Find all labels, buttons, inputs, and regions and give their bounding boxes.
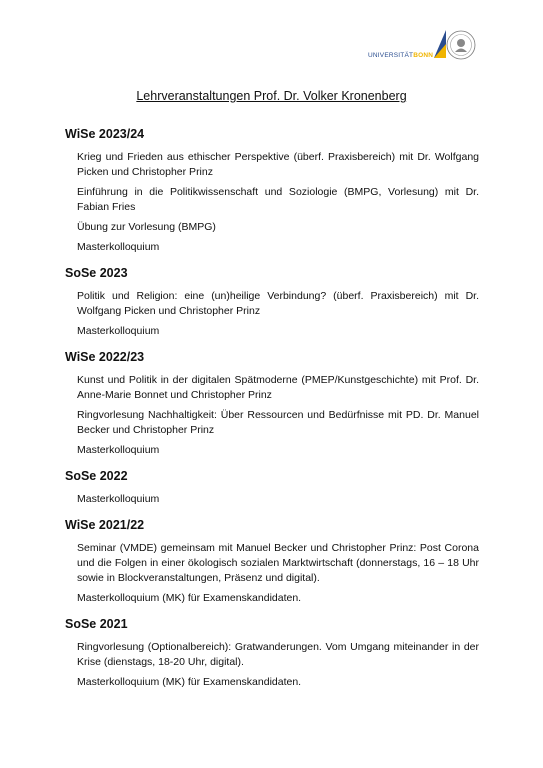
page-title: Lehrveranstaltungen Prof. Dr. Volker Kronenberg — [136, 89, 407, 103]
semester-section — [65, 266, 479, 339]
course-entry: Masterkolloquium — [77, 444, 160, 456]
semester-heading: SoSe 2021 — [65, 617, 128, 631]
semester-section — [65, 518, 479, 606]
semester-section — [65, 469, 479, 507]
course-entry: Übung zur Vorlesung (BMPG) — [77, 221, 216, 233]
course-entry: Ringvorlesung Nachhaltigkeit: Über Ressourcen und Bedürfnisse mit PD. Dr. Manuel Becker und Christopher Prinz — [77, 409, 479, 436]
course-entry: Masterkolloquium (MK) für Examenskandidaten. — [77, 592, 302, 604]
university-seal-icon — [446, 30, 476, 60]
semester-section — [65, 350, 479, 458]
semester-section — [65, 617, 479, 690]
semester-heading: WiSe 2022/23 — [65, 350, 145, 364]
course-list — [65, 127, 479, 695]
semester-heading: WiSe 2023/24 — [65, 127, 145, 141]
course-entry: Masterkolloquium (MK) für Examenskandidaten. — [77, 676, 302, 688]
course-entry: Krieg und Frieden aus ethischer Perspektive (überf. Praxisbereich) mit Dr. Wolfgang Picken und Christopher Prinz — [77, 151, 479, 178]
logo-text-suffix: BONN — [413, 52, 434, 59]
course-entry: Masterkolloquium — [77, 493, 160, 505]
semester-heading: SoSe 2023 — [65, 266, 128, 280]
logo-text-prefix: UNIVERSITÄT — [368, 52, 414, 59]
course-entry: Seminar (VMDE) gemeinsam mit Manuel Becker und Christopher Prinz: Post Corona und die Folgen in einer ökologisch sozialen Marktwirtschaft (donnerstags, 16 – 18 Uhr sowie in Blockveranstaltungen, Präsenz und digital). — [77, 542, 479, 584]
semester-section — [65, 127, 479, 255]
course-entry: Kunst und Politik in der digitalen Spätmoderne (PMEP/Kunstgeschichte) mit Prof. Dr. Anne-Marie Bonnet und Christopher Prinz — [77, 374, 479, 401]
course-entry: Ringvorlesung (Optionalbereich): Gratwanderungen. Vom Umgang miteinander in der Krise (dienstags, 18-20 Uhr, digital). — [77, 641, 479, 668]
logo-mark-icon — [434, 30, 446, 58]
course-entry: Masterkolloquium — [77, 241, 160, 253]
semester-heading: SoSe 2022 — [65, 469, 128, 483]
semester-heading: WiSe 2021/22 — [65, 518, 145, 532]
course-entry: Politik und Religion: eine (un)heilige Verbindung? (überf. Praxisbereich) mit Dr. Wolfgang Picken und Christopher Prinz — [77, 290, 479, 317]
course-entry: Masterkolloquium — [77, 325, 160, 337]
course-entry: Einführung in die Politikwissenschaft und Soziologie (BMPG, Vorlesung) mit Dr. Fabian Fries — [77, 186, 479, 213]
university-logo — [368, 30, 476, 66]
logo-wordmark — [368, 52, 433, 59]
